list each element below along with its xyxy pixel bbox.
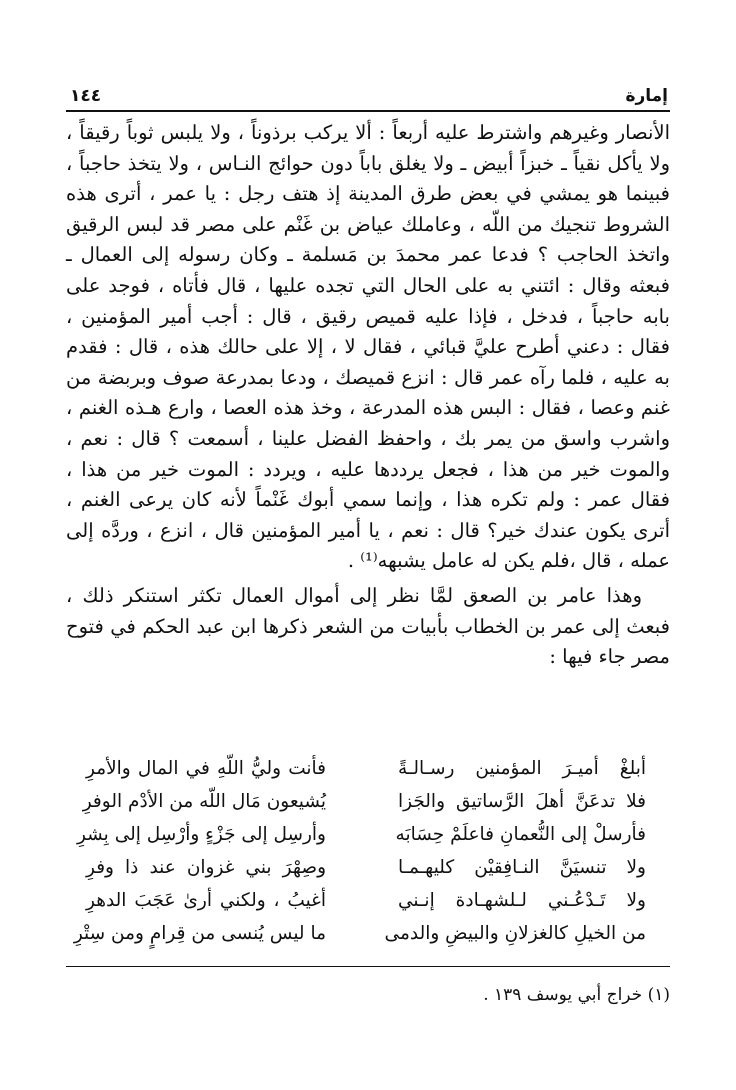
main-text — [66, 118, 670, 673]
verse-first-hemistich: ولا تنسيَنَّ النـافِقيْن كليهـمـا — [398, 857, 646, 878]
footnote: (١) خراج أبي يوسف ١٣٩ . — [483, 985, 670, 1005]
paragraph-1: الأنصار وغيرهم واشترط عليه أربعاً : ألا يركب برذوناً ، ولا يلبس ثوباً رقيقاً ، ولا يأكل نقياً ـ خبزاً أبيض ـ ولا يغلق باباً دون حوائج النـاس ، ولا يتخذ حاجباً ، فبينما هو يمشي في بعض طرق المدينة إذ هتف رجل : يا عمر ، أترى هذه الشروط تنجيك من اللّه ، وعاملك عياض بن غَنْم على مصر قد لبس الرقيق واتخذ الحاجب ؟ فدعا عمر محمدَ بن مَسلمة ـ وكان رسوله إلى العمال ـ فبعثه وقال : ائتني به على الحال التي تجده عليها ، قال فأتاه ، فوجد على بابه حاجباً ، فدخل ، فإذا عليه قميص رقيق ، قال : أجب أمير المؤمنين ، فقال : دعني أطرح عليَّ قبائي ، فقال لا ، إلا على حالك هذه ، قال : فقدم به عليه ، فلما رآه عمر قال : انزع قميصك ، ودعا بمدرعة صوف وبربضة من غنم وعصا ، فقال : البس هذه المدرعة ، وخذ هذه العصا ، وارع هـذه الغنم ، واشرب واسق من يمر بك ، واحفظ الفضل علينا ، أسمعت ؟ قال : نعم ، والموت خير من هذا ، فجعل يرددها عليه ، ويردد : الموت خير من هذا ، فقال عمر : ولم تكره هذا ، وإنما سمي أبوك غَنْماً لأنه كان يرعى الغنم ، أترى يكون عندك خير؟ قال : نعم ، يا أمير المؤمنين قال ، انزع ، وردَّه إلى عمله ، قال ،فلم يكن له عامل يشبهه⁽¹⁾ . — [66, 121, 670, 573]
page-header — [66, 86, 670, 112]
verse-second-hemistich: ما ليس يُنسى من قِرامٍ ومن سِتْرِ — [73, 923, 326, 944]
verse-line — [66, 752, 670, 785]
page-number: ١٤٤ — [70, 86, 102, 106]
running-title: إمارة — [625, 86, 668, 106]
verse-line — [66, 851, 670, 884]
verse-line — [66, 818, 670, 851]
header-divider — [66, 110, 670, 112]
verse-line — [66, 785, 670, 818]
verse-second-hemistich: فأنت وليُّ اللّهِ في المال والأمرِ — [86, 758, 326, 779]
verse-line — [66, 917, 670, 950]
footnote-divider — [66, 966, 670, 967]
verse-second-hemistich: يُشيعون مَال اللّه من الأدْم الوفرِ — [82, 791, 326, 812]
verse-second-hemistich: وصِهْرَ بني غزوان عند ذا وفرِ — [86, 857, 326, 878]
verse-first-hemistich: ولا تَـدْعُـني لـلشهـادة إنـني — [398, 890, 646, 911]
verse-first-hemistich: فأرسلْ إلى النُّعمانِ فاعلَمْ حِسَابَه — [395, 824, 646, 845]
verse-first-hemistich: أبلغْ أميـرَ المؤمنين رسـالـةً — [398, 758, 646, 779]
verse-line — [66, 884, 670, 917]
verse-second-hemistich: وأرسِل إلى جَزْءٍ وأرْسِل إلى بِشرِ — [76, 824, 326, 845]
poem — [66, 752, 670, 950]
verse-second-hemistich: أغيبُ ، ولكني أرىٰ عَجَبَ الدهرِ — [86, 890, 326, 911]
verse-first-hemistich: فلا تدعَنَّ أهلَ الرَّساتيق والجَزا — [398, 791, 646, 812]
verse-first-hemistich: من الخيلِ كالغزلانِ والبيضِ والدمى — [384, 923, 646, 944]
paragraph-2: وهذا عامر بن الصعق لمَّا نظر إلى أموال العمال تكثر استنكر ذلك ، فبعث إلى عمر بن الخطاب بأبيات من الشعر ذكرها ابن عبد الحكم في فتوح مصر جاء فيها : — [66, 583, 670, 669]
